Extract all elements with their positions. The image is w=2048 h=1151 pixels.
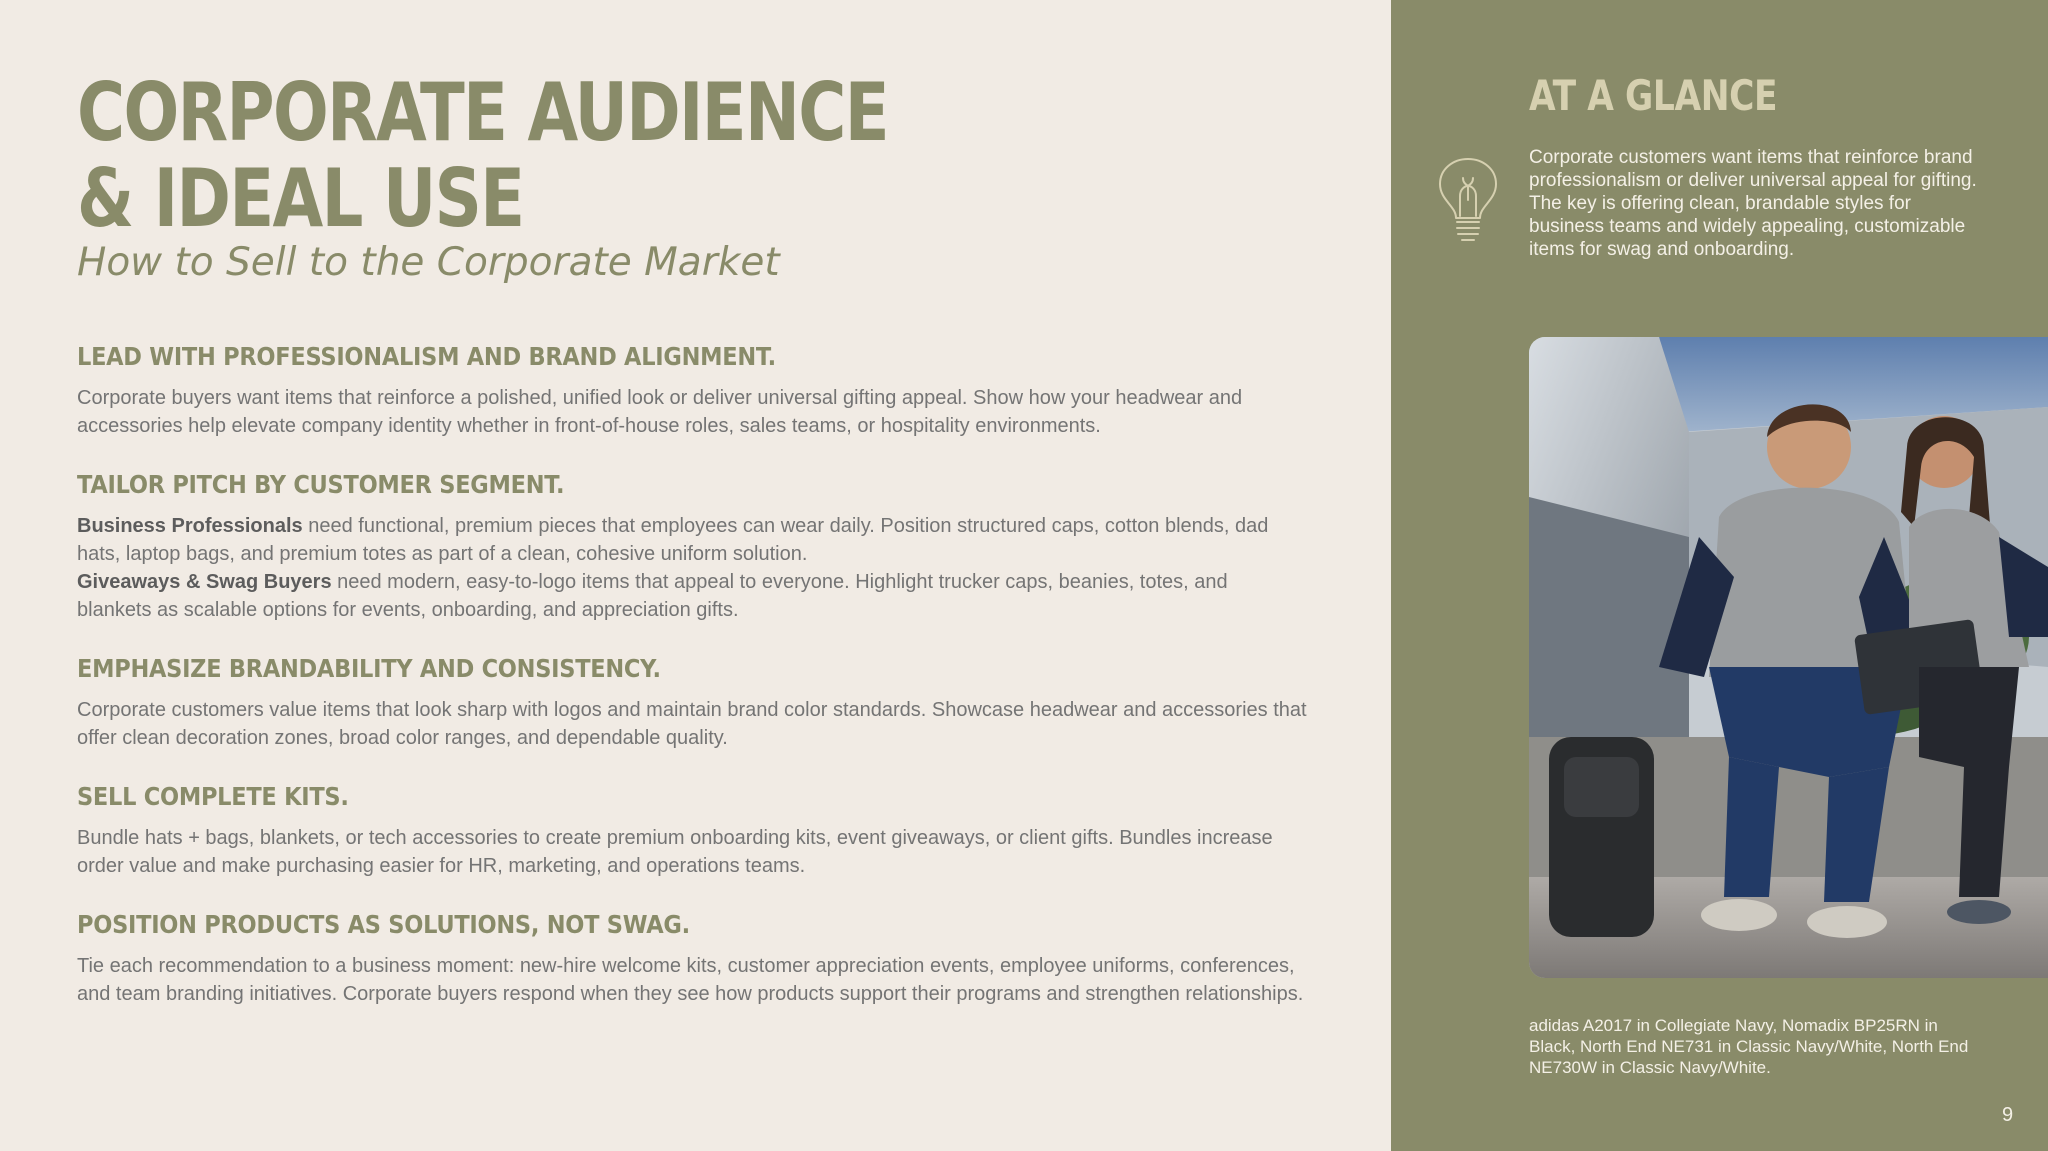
- section-tailor-pitch: [77, 468, 1307, 624]
- photo-caption: adidas A2017 in Collegiate Navy, Nomadix BP25RN in Black, North End NE731 in Classic Navy/White, North End NE730W in Classic Navy/White.: [1529, 1016, 1969, 1077]
- segment-text: need modern, easy-to-logo items that appeal to everyone. Highlight trucker caps, beanies, totes, and blankets as scalable options for events, onboarding, and appreciation gifts.: [77, 571, 1228, 621]
- at-a-glance-title: AT A GLANCE: [1529, 71, 1778, 120]
- section-body: Corporate customers value items that look sharp with logos and maintain brand color standards. Showcase headwear and accessories that offer clean decoration zones, broad color ranges, and dependable quality.: [77, 699, 1307, 749]
- at-a-glance-text: Corporate customers want items that reinforce brand professionalism or deliver universal appeal for gifting. The key is offering clean, brandable styles for business teams and widely appealing, customizable items for swag and onboarding.: [1529, 147, 1977, 260]
- section-body: Bundle hats + bags, blankets, or tech accessories to create premium onboarding kits, event giveaways, or client gifts. Bundles increase order value and make purchasing easier for HR, marketing, and operations teams.: [77, 827, 1273, 877]
- section-body: Corporate buyers want items that reinforce a polished, unified look or deliver universal gifting appeal. Show how your headwear and accessories help elevate company identity whether in front-of-house roles, sales teams, or hospitality environments.: [77, 387, 1243, 437]
- section-brandability: [77, 652, 1307, 752]
- page-number: 9: [2002, 1104, 2014, 1126]
- section-heading: SELL COMPLETE KITS.: [77, 782, 349, 811]
- section-body: Tie each recommendation to a business moment: new-hire welcome kits, customer appreciation events, employee uniforms, conferences, and team branding initiatives. Corporate buyers respond when they see how products support their programs and strengthen relationships.: [77, 955, 1304, 1005]
- section-heading: EMPHASIZE BRANDABILITY AND CONSISTENCY.: [77, 654, 661, 683]
- segment-label: Business Professionals: [77, 515, 303, 537]
- product-photo: [1529, 337, 2048, 978]
- people-with-bags-photo: [1529, 337, 2048, 978]
- section-complete-kits: [77, 780, 1307, 880]
- segment-business-professionals: [77, 512, 1307, 568]
- page-title: [77, 66, 888, 245]
- section-professionalism: [77, 340, 1307, 440]
- lightbulb-icon: [1434, 156, 1502, 246]
- sections: [77, 340, 1307, 1036]
- page-title-line-1: CORPORATE AUDIENCE: [77, 66, 888, 159]
- page-subtitle: How to Sell to the Corporate Market: [77, 240, 780, 285]
- section-heading: POSITION PRODUCTS AS SOLUTIONS, NOT SWAG.: [77, 910, 690, 939]
- section-solutions: [77, 908, 1307, 1008]
- segment-label: Giveaways & Swag Buyers: [77, 571, 332, 593]
- segment-giveaways-swag: [77, 568, 1307, 624]
- section-heading: LEAD WITH PROFESSIONALISM AND BRAND ALIGNMENT.: [77, 342, 776, 371]
- section-heading: TAILOR PITCH BY CUSTOMER SEGMENT.: [77, 470, 565, 499]
- segment-text: need functional, premium pieces that employees can wear daily. Position structured caps, cotton blends, dad hats, laptop bags, and premium totes as part of a clean, cohesive uniform solution.: [77, 515, 1269, 565]
- page-title-line-2: & IDEAL USE: [77, 152, 524, 245]
